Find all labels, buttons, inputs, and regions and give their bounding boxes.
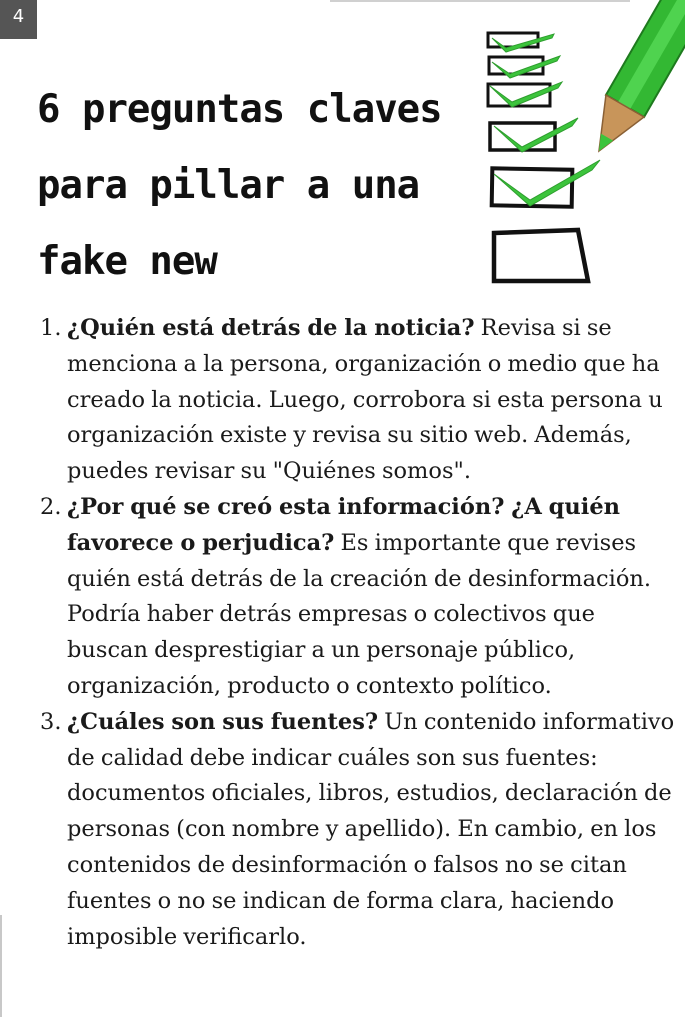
item-number: 2. xyxy=(40,493,62,520)
title-line-3: fake new xyxy=(37,239,217,284)
item-explanation: Es importante que revises quién está detrás de la creación de desinformación. Podría haber detrás empresas o colectivos que buscan desprestigiar a un personaje público, organización, producto o contexto político. xyxy=(67,529,652,699)
page-title xyxy=(37,72,482,300)
checkbox-6-empty xyxy=(494,230,588,281)
item-number: 1. xyxy=(40,315,62,341)
page-number: 4 xyxy=(12,6,25,27)
item-text xyxy=(67,311,682,490)
list-item xyxy=(40,490,682,705)
item-explanation: Un contenido informativo de calidad debe indicar cuáles son sus fuentes: documentos oficiales, libros, estudios, declaración de personas (con nombre y apellido). En cambio, en los contenidos de desinformación o falsos no se citan fuentes o no se indican de forma clara, haciendo imposible verificarlo. xyxy=(67,708,675,950)
item-number: 3. xyxy=(40,708,62,735)
green-pencil xyxy=(580,0,685,162)
page-number-badge xyxy=(0,0,37,39)
left-divider xyxy=(0,915,2,1017)
item-question: ¿Cuáles son sus fuentes? xyxy=(67,708,379,735)
checklist-pencil-illustration xyxy=(480,0,685,300)
item-question: ¿Quién está detrás de la noticia? xyxy=(67,315,475,341)
title-line-1: 6 preguntas claves xyxy=(37,87,442,132)
check-marks xyxy=(490,34,600,206)
item-text xyxy=(67,705,682,956)
question-list xyxy=(40,311,682,955)
item-explanation: Revisa si se menciona a la persona, organización o medio que ha creado la noticia. Luego, corrobora si esta persona u organización existe y revisa su sitio web. Además, puedes revisar su "Quiénes somos". xyxy=(67,315,663,485)
item-text xyxy=(67,490,682,705)
item-question: ¿Por qué se creó esta información? ¿A quién favorece o perjudica? xyxy=(67,493,620,556)
title-line-2: para pillar a una xyxy=(37,163,420,208)
list-item xyxy=(40,311,682,490)
list-item xyxy=(40,705,682,956)
